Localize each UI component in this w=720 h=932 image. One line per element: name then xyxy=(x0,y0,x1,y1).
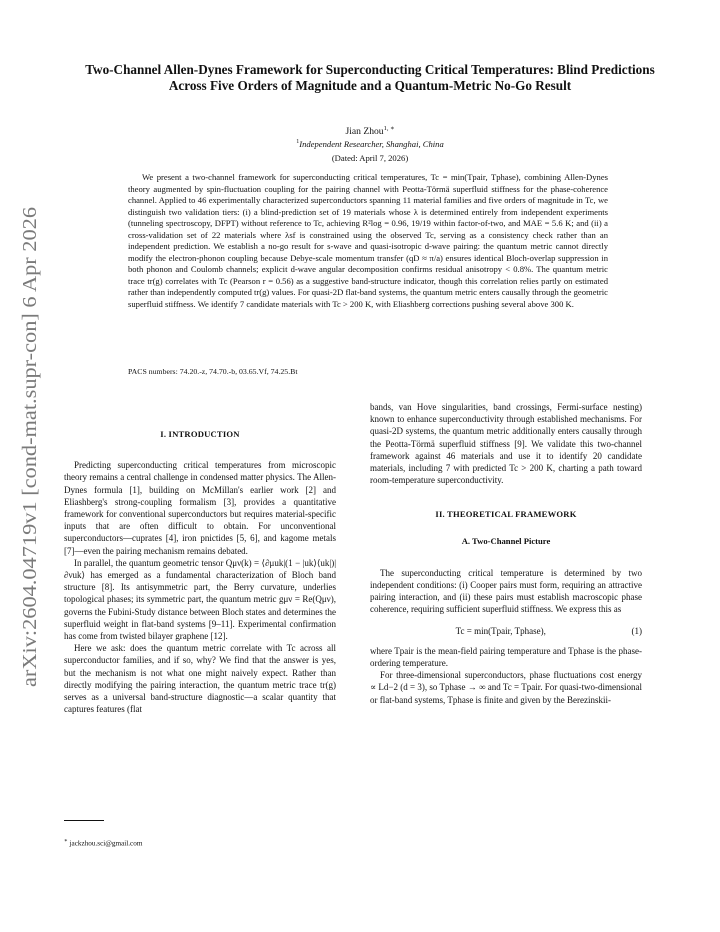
intro-paragraph: In parallel, the quantum geometric tensor Qμν(k) = ⟨∂μuk|(1 − |uk⟩⟨uk|)|∂νuk⟩ has emerged as a fundamental characterization of Bloch band structure [8]. Its antisymmetric part, the Berry curvature, underlies topological phases; its symmetric part, the quantum metric gμν = Re(Qμν), governs the Fubini-Study distance between Bloch states and determines the superfluid weight in flat-band systems [9–11]. Experimental confirmation has come from twisted bilayer graphene [12]. xyxy=(64,557,336,642)
author-line xyxy=(70,124,670,137)
intro-paragraph: Here we ask: does the quantum metric correlate with Tc across all superconductor families, and if so, why? We find that the answer is yes, but the mechanism is not what one might naively expect. Rather than directly modifying the pairing interaction, the quantum metric trace tr(g) serves as a universal band-structure diagnostic—a scalar quantity that captures features (flat xyxy=(64,643,336,715)
body-paragraph: The superconducting critical temperature is determined by two independent conditions: (i) Cooper pairs must form, requiring an attractive pairing interaction, and (ii) these pairs must establish macroscopic phase coherence, requiring sufficient superfluid stiffness. We express this as xyxy=(370,567,642,615)
body-paragraph: where Tpair is the mean-field pairing temperature and Tphase is the phase-ordering temperature. xyxy=(370,645,642,669)
footnote-mark: ∗ xyxy=(64,838,68,844)
footnote xyxy=(64,838,142,847)
footnote-rule xyxy=(64,820,104,821)
affiliation: Independent Researcher, Shanghai, China xyxy=(299,139,444,149)
body-paragraph: bands, van Hove singularities, band crossings, Fermi-surface nesting) known to enhance superconductivity through established mechanisms. For quasi-2D systems, the quantum metric additionally enters causally through the Peotta-Törmä superfluid stiffness [9]. We validate this two-channel framework against 46 materials and use it to identify 20 candidate materials, including 7 with predicted Tc > 200 K, charting a path toward room-temperature superconductivity. xyxy=(370,402,642,486)
author-name: Jian Zhou xyxy=(345,126,384,138)
right-column xyxy=(370,401,642,706)
left-column xyxy=(64,428,336,715)
author-marks: 1, ∗ xyxy=(383,125,395,132)
equation-number: (1) xyxy=(631,625,642,636)
abstract: We present a two-channel framework for superconducting critical temperatures, Tc = min(Tpair, Tphase), combining Allen-Dynes theory augmented by spin-fluctuation coupling for the pairing channel with Peotta-Törmä superfluid stiffness for the phase-coherence channel. Applied to 46 experimentally characterized superconductors spanning 11 material families and five orders of magnitude in Tc, we distinguish two validation tiers: (i) a blind-prediction set of 19 materials whose λ is determined entirely from independent experiments (tunneling spectroscopy, DFPT) without reference to Tc, achieving R²log = 0.96, 19/19 within factor-of-two, and MAE = 5.6 K; and (ii) a cross-validation set of 22 materials where λsf is constrained using the observed Tc, serving as a consistency check rather than an independent prediction. We establish a no-go result for s-wave and quasi-isotropic d-wave pairing: the quantum metric cannot directly modify the electron-phonon coupling because Debye-scale momentum transfer (qD ≈ π/a) ensures identical Bloch-overlap suppression in both phonon and Coulomb channels; explicit d-wave angular decomposition confirms residual anisotropy < 0.8%. The quantum metric trace tr(g) correlates with Tc (Pearson r = 0.56) as a suggestive band-structure indicator, though this correlation relies partly on estimated rather than independently computed tr(g) values. For quasi-2D flat-band systems, the quantum metric enters causally through the geometric superfluid stiffness. We identify 7 candidate materials with Tc > 200 K, with Eliashberg corrections pushing several above 300 K. xyxy=(128,172,608,310)
equation-1 xyxy=(370,625,642,637)
equation-body: Tc = min(Tpair, Tphase), xyxy=(455,625,546,636)
dated-line: (Dated: April 7, 2026) xyxy=(331,153,409,163)
arxiv-stamp-svg xyxy=(6,207,48,687)
arxiv-id: arXiv:2604.04719v1 [cond-mat.supr-con] 6 Apr 2026 xyxy=(19,257,41,687)
affiliation-line xyxy=(70,139,670,149)
paper-title: Two-Channel Allen-Dynes Framework for Superconducting Critical Temperatures: Blind Predictions Across Five Orders of Magnitude and a Quantum-Metric No-Go Result xyxy=(85,62,655,93)
footnote-email: jackzhou.sci@gmail.com xyxy=(69,839,143,848)
section-heading-introduction: I. INTRODUCTION xyxy=(160,429,240,439)
arxiv-stamp xyxy=(6,207,48,687)
section-heading-theory: II. THEORETICAL FRAMEWORK xyxy=(435,509,577,520)
body-paragraph: For three-dimensional superconductors, phase fluctuations cost energy ∝ Ld−2 (d = 3), so Tphase → ∞ and Tc = Tpair. For quasi-two-dimensional or flat-band systems, Tphase is finite and given by the Berezinskii- xyxy=(370,670,642,705)
affiliation-mark: 1 xyxy=(296,139,300,146)
subsection-heading-two-channel: A. Two-Channel Picture xyxy=(461,535,551,546)
intro-paragraph: Predicting superconducting critical temperatures from microscopic theory remains a central challenge in condensed matter physics. The Allen-Dynes formula [1], building on McMillan's earlier work [2] and Eliashberg's strong-coupling formalism [3], provides a quantitative framework for conventional superconductors but requires material-specific inputs that are often difficult to obtain. For unconventional superconductors—cuprates [4], iron pnictides [5, 6], and kagome metals [7]—even the pairing mechanism remains debated. xyxy=(64,460,336,556)
pacs-numbers: PACS numbers: 74.20.-z, 74.70.-b, 03.65.Vf, 74.25.Bt xyxy=(128,367,298,376)
